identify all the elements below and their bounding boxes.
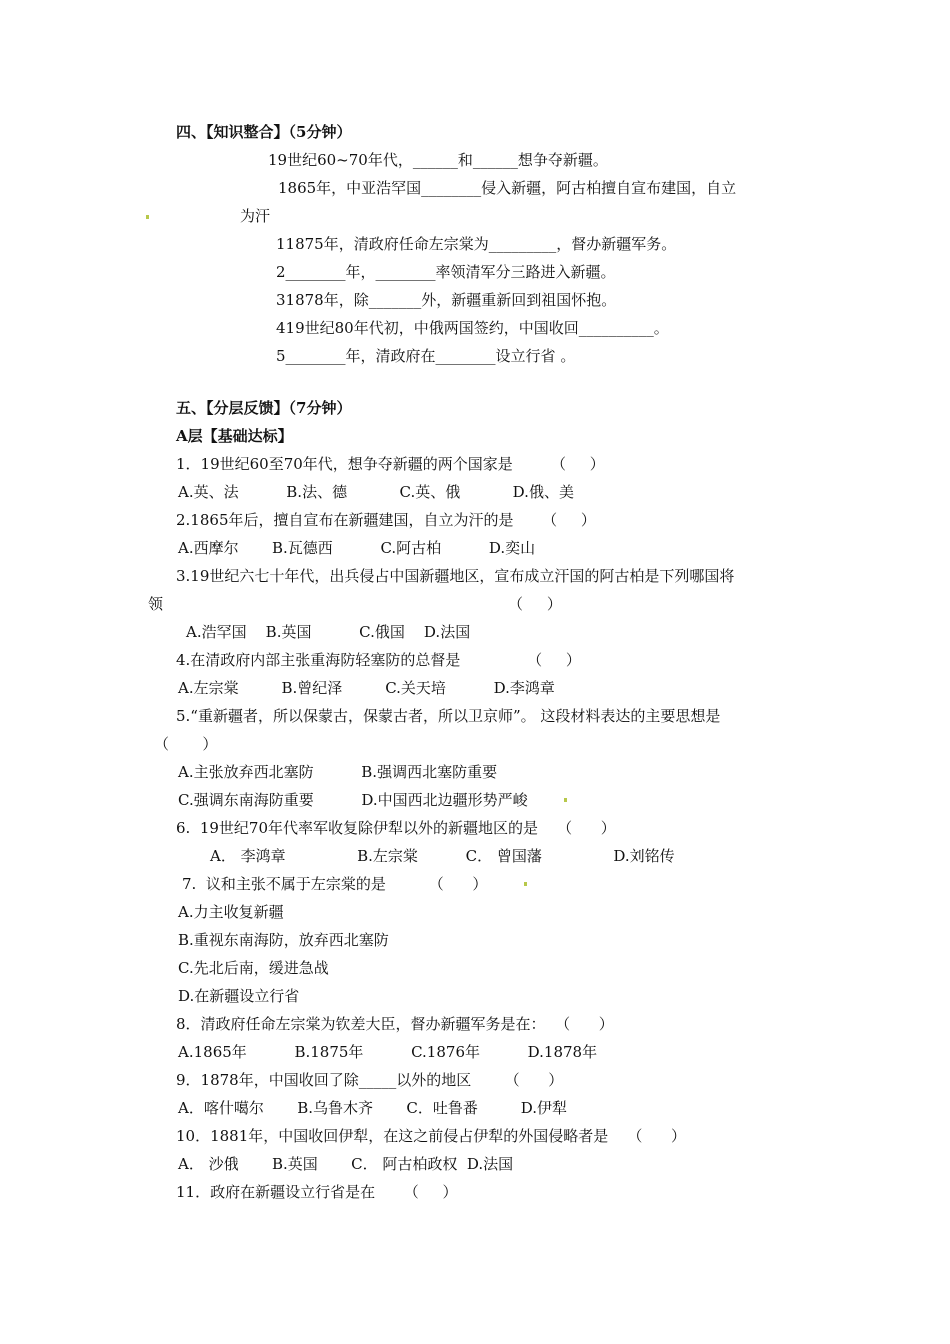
question-1-options: A.英、法 B.法、德 C.英、俄 D.俄、美 <box>178 483 574 501</box>
question-6: 6. 19世纪70年代率军收复除伊犁以外的新疆地区的是 （ ） <box>176 819 616 837</box>
section-5-subheading: A层【基础达标】 <box>176 427 293 445</box>
section-4-line-5: 2________年，________率领清军分三路进入新疆。 <box>276 263 616 281</box>
question-3-options: A.浩罕国 B.英国 C.俄国 D.法国 <box>186 623 471 641</box>
question-4-options: A.左宗棠 B.曾纪泽 C.关天培 D.李鸿章 <box>178 679 555 697</box>
question-8-options: A.1865年 B.1875年 C.1876年 D.1878年 <box>178 1043 598 1061</box>
scan-speck <box>564 798 567 802</box>
scan-speck <box>524 882 527 886</box>
question-3-answer-bracket: （ ） <box>508 595 562 613</box>
question-5-options-ab: A.主张放弃西北塞防 B.强调西北塞防重要 <box>178 763 498 781</box>
question-9-options: A．喀什噶尔 B.乌鲁木齐 C．吐鲁番 D.伊犁 <box>178 1099 568 1117</box>
section-4-line-1: 19世纪60~70年代，______和______想争夺新疆。 <box>268 151 608 169</box>
question-7-option-d: D.在新疆设立行省 <box>178 987 300 1005</box>
question-5-answer-bracket: （ ） <box>154 735 218 753</box>
section-4-line-6: 31878年，除_______外，新疆重新回到祖国怀抱。 <box>276 291 617 309</box>
question-10-options: A． 沙俄 B.英国 C． 阿古柏政权 D.法国 <box>178 1155 514 1173</box>
question-7-option-b: B.重视东南海防，放弃西北塞防 <box>178 931 389 949</box>
section-5-heading: 五、【分层反馈】（7分钟） <box>176 399 352 417</box>
question-5: 5.“重新疆者，所以保蒙古，保蒙古者，所以卫京师”。 这段材料表达的主要思想是 <box>176 707 721 725</box>
question-3: 3.19世纪六七十年代，出兵侵占中国新疆地区，宣布成立汗国的阿古柏是下列哪国将 <box>176 567 735 585</box>
question-7-option-a: A.力主收复新疆 <box>178 903 284 921</box>
question-7: 7. 议和主张不属于左宗棠的是 （ ） <box>182 875 488 893</box>
section-4-line-2: 1865年，中亚浩罕国________侵入新疆，阿古柏擅自宣布建国，自立 <box>278 179 737 197</box>
question-3-continued: 领 <box>148 595 164 613</box>
question-9: 9．1878年，中国收回了除_____以外的地区 （ ） <box>176 1071 564 1089</box>
section-4-line-8: 5________年，清政府在________设立行省 。 <box>276 347 576 365</box>
question-10: 10．1881年，中国收回伊犁，在这之前侵占伊犁的外国侵略者是 （ ） <box>176 1127 686 1145</box>
section-4-line-7: 419世纪80年代初，中俄两国签约，中国收回__________。 <box>276 319 669 337</box>
scan-speck <box>146 215 149 219</box>
question-6-options: A． 李鸿章 B.左宗棠 C． 曾国藩 D.刘铭传 <box>210 847 675 865</box>
question-4: 4.在清政府内部主张重海防轻塞防的总督是 （ ） <box>176 651 581 669</box>
section-4-line-4: 11875年，清政府任命左宗棠为_________，督办新疆军务。 <box>276 235 677 253</box>
question-11: 11．政府在新疆设立行省是在 （ ） <box>176 1183 458 1201</box>
question-2-options: A.西摩尔 B.瓦德西 C.阿古柏 D.奕山 <box>178 539 536 557</box>
question-7-option-c: C.先北后南，缓进急战 <box>178 959 329 977</box>
question-5-options-cd: C.强调东南海防重要 D.中国西北边疆形势严峻 <box>178 791 528 809</box>
question-1: 1．19世纪60至70年代，想争夺新疆的两个国家是 （ ） <box>176 455 605 473</box>
section-4-heading: 四、【知识整合】（5分钟） <box>176 123 352 141</box>
question-2: 2.1865年后，擅自宣布在新疆建国，自立为汗的是 （ ） <box>176 511 596 529</box>
section-4-line-3: 为汗 <box>240 207 271 225</box>
question-8: 8．清政府任命左宗棠为钦差大臣，督办新疆军务是在： （ ） <box>176 1015 614 1033</box>
